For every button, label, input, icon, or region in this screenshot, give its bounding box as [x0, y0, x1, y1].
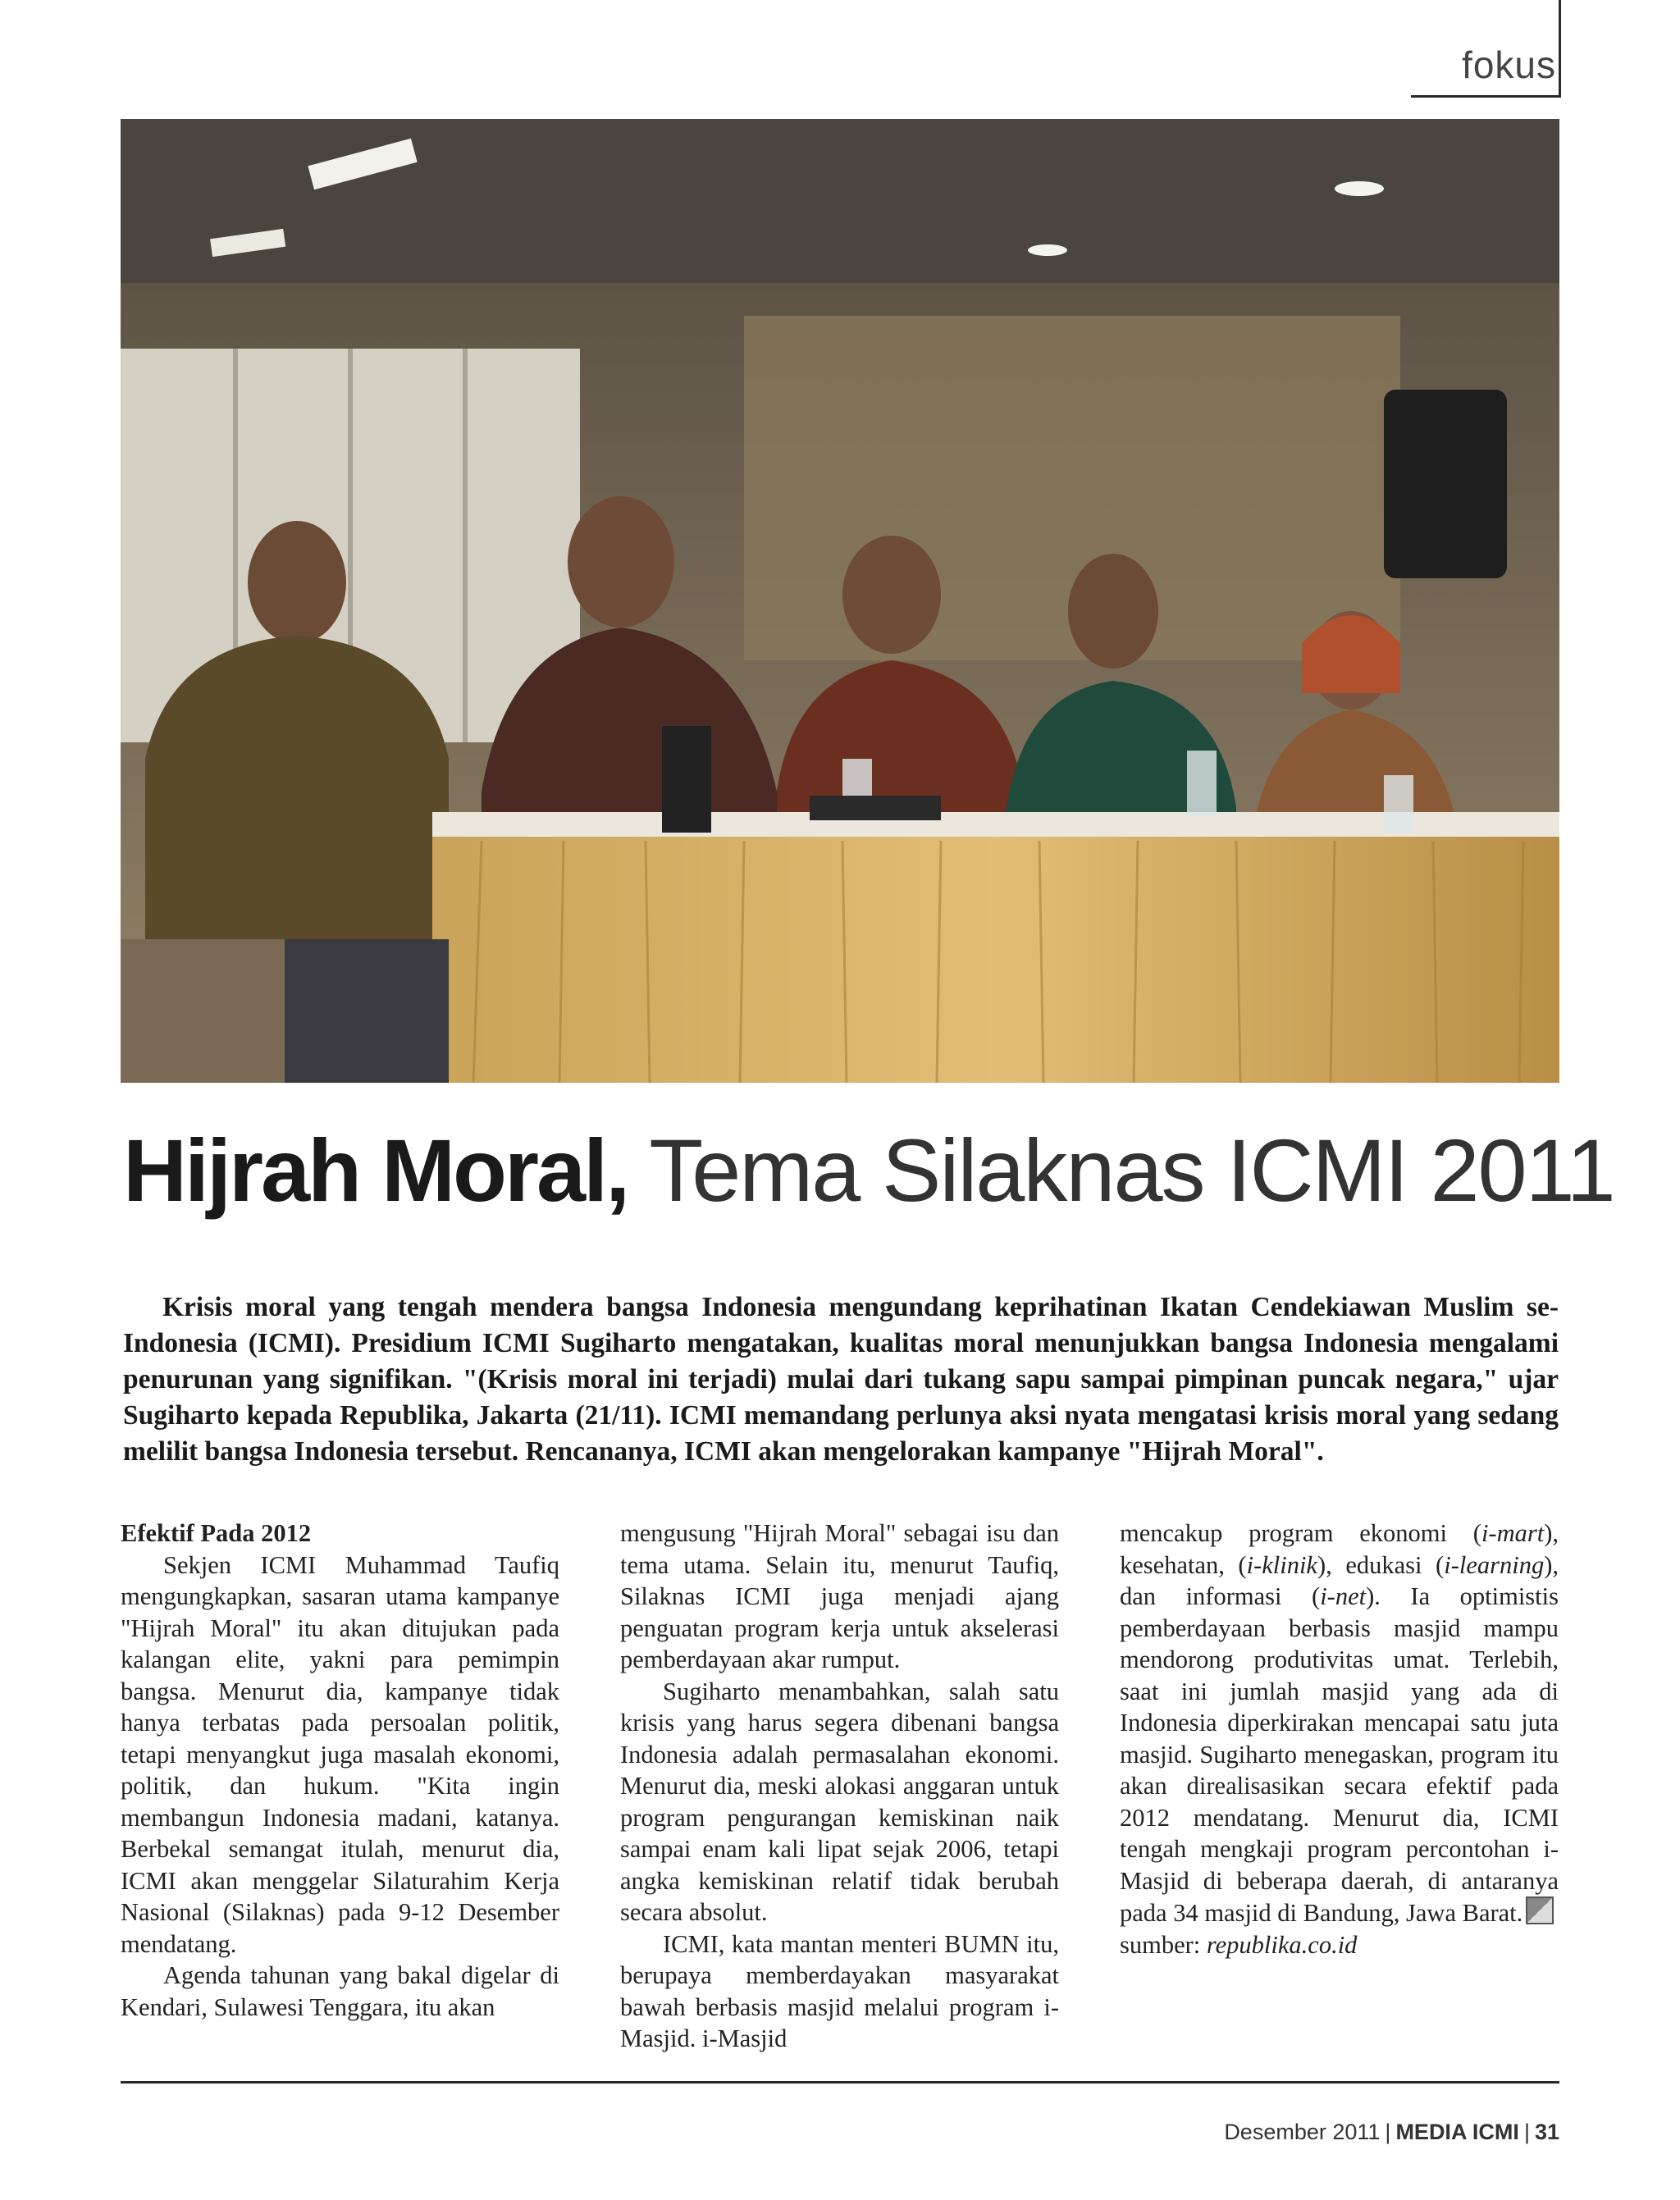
program-name: i-mart: [1481, 1519, 1545, 1547]
body-paragraph: Agenda tahunan yang bakal digelar di Kendari, Sulawesi Tenggara, itu akan: [121, 1961, 559, 2021]
body-paragraph: ICMI, kata mantan menteri BUMN itu, berupaya memberdayakan masyarakat bawah berbasis masjid melalui program i-Masjid. i-Masjid: [620, 1929, 1059, 2052]
program-name: i-net: [1320, 1582, 1367, 1610]
program-name: i-learning: [1444, 1550, 1545, 1579]
body-column-2: [620, 1518, 1059, 2055]
section-tab: [1411, 0, 1561, 98]
article-photo: [121, 119, 1559, 1083]
source-label: sumber:: [1120, 1930, 1201, 1959]
footer-rule: [121, 2081, 1559, 2084]
body-column-1: [121, 1518, 559, 2023]
source-value: republika.co.id: [1206, 1930, 1358, 1959]
page-number: 31: [1534, 2120, 1559, 2144]
title-bold: Hijrah Moral,: [123, 1121, 628, 1220]
subhead: Efektif Pada 2012: [121, 1519, 312, 1547]
body-text: ), dan informasi (: [1120, 1550, 1559, 1610]
section-label: fokus: [1462, 43, 1556, 86]
body-column-3: [1120, 1518, 1559, 1960]
body-text: ). Ia optimistis pemberdayaan berbasis masjid mampu mendorong produtivitas umat. Terlebih, saat ini jumlah masjid yang ada di Indonesia diperkirakan mencapai satu juta masjid. Sugiharto menegaskan, program itu akan direalisasikan secara efektif pada 2012 mendatang. Menurut dia, ICMI tengah mengkaji program percontohan i-Masjid di beberapa daerah, di antaranya pada 34 masjid di Bandung, Jawa Barat.: [1120, 1582, 1559, 1927]
end-mark-icon: [1526, 1896, 1554, 1924]
body-paragraph: Sekjen ICMI Muhammad Taufiq mengungkapkan, sasaran utama kampanye "Hijrah Moral" itu akan ditujukan pada kalangan elite, yakni para pemimpin bangsa. Menurut dia, kampanye tidak hanya terbatas pada persoalan politik, tetapi menyangkut juga masalah ekonomi, politik, dan hukum. "Kita ingin membangun Indonesia madani, katanya. Berbekal semangat itulah, menurut dia, ICMI akan menggelar Silaturahim Kerja Nasional (Silaknas) pada 9-12 Desember mendatang.: [121, 1550, 559, 1958]
footer-magazine: MEDIA ICMI: [1395, 2120, 1519, 2144]
title-light: Tema Silaknas ICMI 2011: [649, 1121, 1614, 1220]
body-paragraph: mengusung "Hijrah Moral" sebagai isu dan tema utama. Selain itu, menurut Taufiq, Silaknas ICMI juga menjadi ajang penguatan program kerja untuk akselerasi pemberdayaan akar rumput.: [620, 1519, 1059, 1673]
body-paragraph: Sugiharto menambahkan, salah satu krisis yang harus segera dibenani bangsa Indonesia adalah permasalahan ekonomi. Menurut dia, meski alokasi anggaran untuk program pengurangan kemiskinan naik sampai enam kali lipat sejak 2006, tetapi angka kemiskinan relatif tidak berubah secara absolut.: [620, 1677, 1059, 1926]
body-text: ), edukasi (: [1317, 1550, 1445, 1579]
body-paragraph: [1120, 1518, 1559, 1929]
footer-date: Desember 2011: [1224, 2120, 1381, 2144]
source-line: [1120, 1929, 1559, 1961]
body-text: mencakup program ekonomi (: [1120, 1519, 1481, 1547]
lead-paragraph: Krisis moral yang tengah mendera bangsa Indonesia mengundang keprihatinan Ikatan Cendekiawan Muslim se-Indonesia (ICMI). Presidium ICMI Sugiharto mengatakan, kualitas moral menunjukkan bangsa Indonesia mengalami penurunan yang signifikan. "(Krisis moral ini terjadi) mulai dari tukang sapu sampai pimpinan puncak negara," ujar Sugiharto kepada Republika, Jakarta (21/11). ICMI memandang perlunya aksi nyata mengatasi krisis moral yang sedang melilit bangsa Indonesia tersebut. Rencananya, ICMI akan mengelorakan kampanye "Hijrah Moral".: [123, 1291, 1559, 1467]
body-text: ), kesehatan, (: [1120, 1519, 1559, 1579]
program-name: i-klinik: [1246, 1550, 1317, 1579]
article-title: [123, 1121, 1614, 1220]
page-footer: Desember 2011 | MEDIA ICMI | 31: [1224, 2120, 1559, 2144]
